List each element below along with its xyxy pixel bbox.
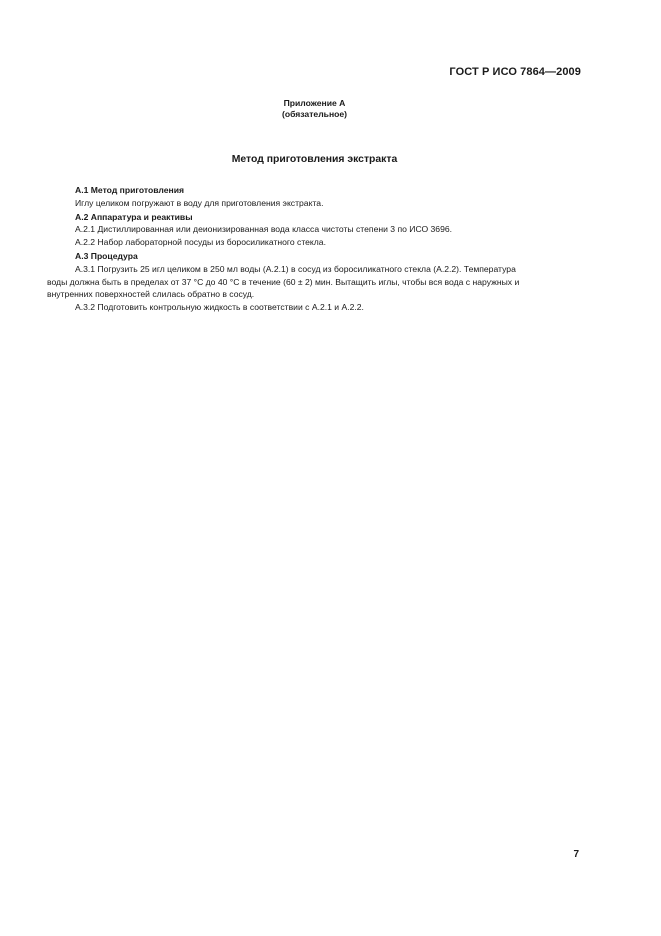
page-number: 7 [573,849,579,860]
annex-header [0,98,629,120]
section-a3-p1-line3: внутренних поверхностей слилась обратно в сосуд. [47,289,255,300]
section-a2-p1: А.2.1 Дистиллированная или деионизированная вода класса чистоты степени 3 по ИСО 3696. [75,224,453,235]
section-a3-p1-line2: воды должна быть в пределах от 37 °С до 40 °С в течение (60 ± 2) мин. Вытащить иглы, чтобы вся вода с наружных и [47,276,520,287]
annex-label: Приложение А [283,98,346,108]
section-a1-text: Иглу целиком погружают в воду для приготовления экстракта. [75,197,324,208]
section-a2-p2: А.2.2 Набор лабораторной посуды из боросиликатного стекла. [75,237,326,248]
section-a3-p1-line1: А.3.1 Погрузить 25 игл целиком в 250 мл воды (А.2.1) в сосуд из боросиликатного стекла (А.2.2). Температура [75,263,516,274]
document-code: ГОСТ Р ИСО 7864—2009 [449,66,581,78]
annex-body [47,184,585,314]
annex-title: Метод приготовления экстракта [231,154,398,165]
section-a1-heading: А.1 Метод приготовления [75,185,185,195]
section-a2-heading: А.2 Аппаратура и реактивы [75,211,193,222]
section-a3-p2: А.3.2 Подготовить контрольную жидкость в соответствии с А.2.1 и А.2.2. [75,302,364,313]
annex-status: (обязательное) [281,109,348,119]
section-a3-heading: А.3 Процедура [75,250,138,261]
